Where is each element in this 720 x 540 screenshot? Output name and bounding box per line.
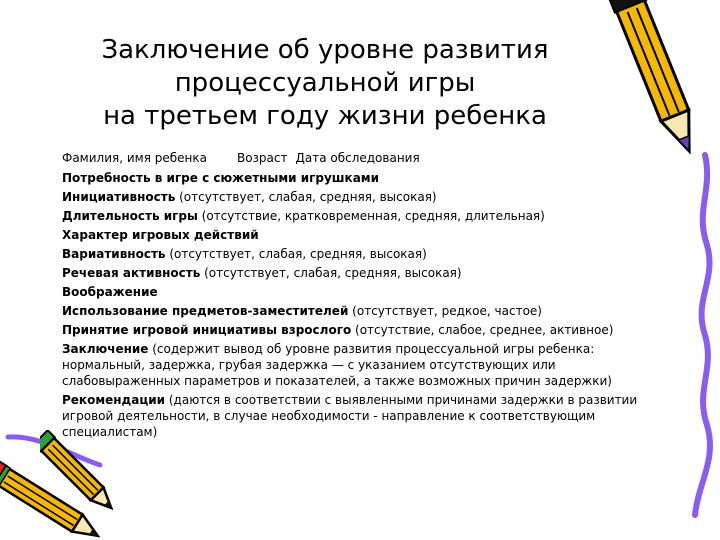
list-item [62, 189, 662, 205]
list-item [62, 341, 662, 389]
item-label: Рекомендации [62, 393, 166, 407]
list-item [62, 246, 662, 262]
list-item [62, 170, 662, 186]
item-label: Потребность в игре с сюжетными игрушками [62, 171, 380, 185]
item-label: Воображение [62, 285, 158, 299]
item-label: Длительность игры [62, 209, 198, 223]
header-fields [62, 150, 662, 166]
pencil-icon [598, 0, 708, 175]
item-label: Инициативность [62, 190, 176, 204]
field-age-label: Возраст [236, 151, 288, 165]
list-item [62, 322, 662, 338]
list-item [62, 303, 662, 319]
item-detail: (отсутствует, слабая, средняя, высокая) [165, 247, 427, 261]
item-detail: (отсутствие, кратковременная, средняя, длительная) [197, 209, 545, 223]
list-item [62, 392, 662, 440]
item-detail: (отсутствует, редкое, частое) [348, 304, 542, 318]
list-item [62, 284, 662, 300]
item-detail: (отсутствие, слабое, среднее, активное) [351, 323, 614, 337]
item-detail: (отсутствует, слабая, средняя, высокая) [200, 266, 462, 280]
field-name-label: Фамилия, имя ребенка [62, 151, 207, 165]
item-label: Вариативность [62, 247, 166, 261]
item-detail: (отсутствует, слабая, средняя, высокая) [175, 190, 437, 204]
title-line: Заключение об уровне развития [101, 35, 549, 65]
item-label: Речевая активность [62, 266, 201, 280]
list-item [62, 265, 662, 281]
title-line: на третьем году жизни ребенка [103, 101, 547, 131]
title-line: процессуальной игры [174, 68, 476, 98]
item-label: Принятие игровой инициативы взрослого [62, 323, 352, 337]
list-item [62, 227, 662, 243]
item-label: Характер игровых действий [62, 228, 259, 242]
page-title [40, 34, 610, 133]
squiggle-icon [665, 150, 720, 520]
field-date-label: Дата обследования [295, 151, 420, 165]
pencil-icon [40, 430, 125, 525]
item-label: Использование предметов-заместителей [62, 304, 349, 318]
list-item [62, 208, 662, 224]
item-label: Заключение [62, 342, 149, 356]
item-detail: (содержит вывод об уровне развития процессуальной игры ребенка: нормальный, задержка, грубая задержка — с указанием отсутствующих или слабовыраженных параметров и показателей, а также возможных причин задержки) [62, 342, 612, 388]
assessment-form [62, 150, 662, 443]
item-detail: (даются в соответствии с выявленными причинами задержки в развитии игровой деятельности, в случае необходимости - направление к соответствующим специалистам) [62, 393, 638, 439]
